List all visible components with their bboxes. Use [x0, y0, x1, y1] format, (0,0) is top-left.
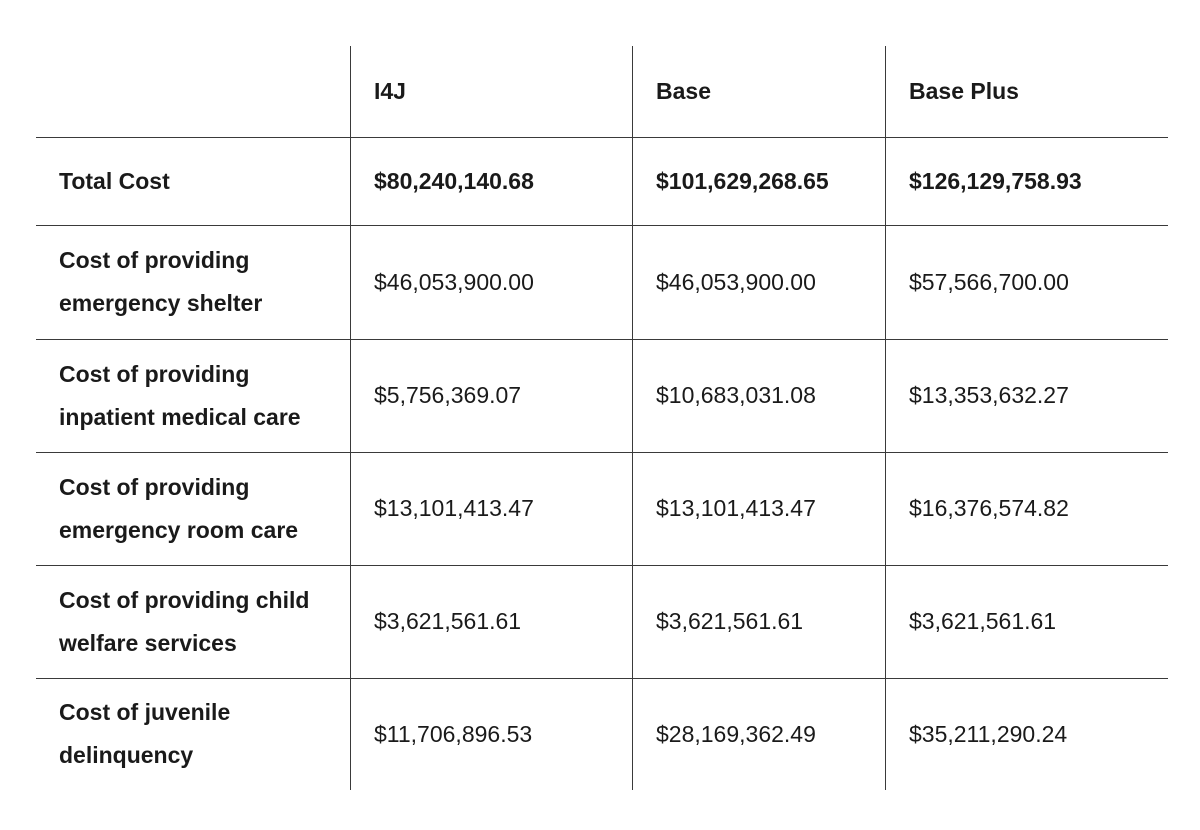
cell-base: $101,629,268.65: [656, 167, 829, 194]
cost-comparison-table: [36, 46, 1168, 790]
table-row: [36, 225, 1168, 340]
cell-base: $28,169,362.49: [656, 720, 816, 747]
row-label: Total Cost: [59, 167, 170, 194]
table-row: [36, 452, 1168, 566]
cell-base-plus: $126,129,758.93: [909, 167, 1082, 194]
table-row-total-cost: [36, 137, 1168, 226]
cell-i4j: $46,053,900.00: [374, 268, 534, 295]
row-label: Cost of juvenile delinquency: [59, 699, 231, 768]
header-cell-i4j: I4J: [374, 78, 406, 104]
cell-base-plus: $16,376,574.82: [909, 495, 1069, 521]
table-row: [36, 565, 1168, 679]
cell-base-plus: $13,353,632.27: [909, 382, 1069, 408]
header-cell-base-plus: Base Plus: [909, 78, 1019, 104]
cell-i4j: $11,706,896.53: [374, 720, 533, 747]
table-row: [36, 339, 1168, 453]
row-label: Cost of providing child welfare services: [59, 586, 310, 656]
header-cell-base: Base: [656, 78, 711, 104]
header-row: [36, 46, 1168, 138]
row-label: Cost of providing emergency room care: [59, 473, 299, 543]
cell-i4j: $5,756,369.07: [374, 382, 522, 408]
cell-i4j: $3,621,561.61: [374, 608, 522, 634]
cell-i4j: $80,240,140.68: [374, 167, 534, 194]
cell-base: $13,101,413.47: [656, 495, 816, 521]
row-label: Cost of providing emergency shelter: [59, 247, 263, 316]
cell-base: $3,621,561.61: [656, 608, 804, 634]
header-cell-empty: [36, 46, 350, 137]
table-row: [36, 678, 1168, 790]
cell-base-plus: $3,621,561.61: [909, 608, 1057, 634]
row-label: Cost of providing inpatient medical care: [59, 360, 301, 430]
cell-base-plus: $35,211,290.24: [909, 720, 1068, 747]
cell-base: $10,683,031.08: [656, 382, 816, 408]
cell-base-plus: $57,566,700.00: [909, 268, 1069, 295]
cell-i4j: $13,101,413.47: [374, 495, 534, 521]
cell-base: $46,053,900.00: [656, 268, 816, 295]
